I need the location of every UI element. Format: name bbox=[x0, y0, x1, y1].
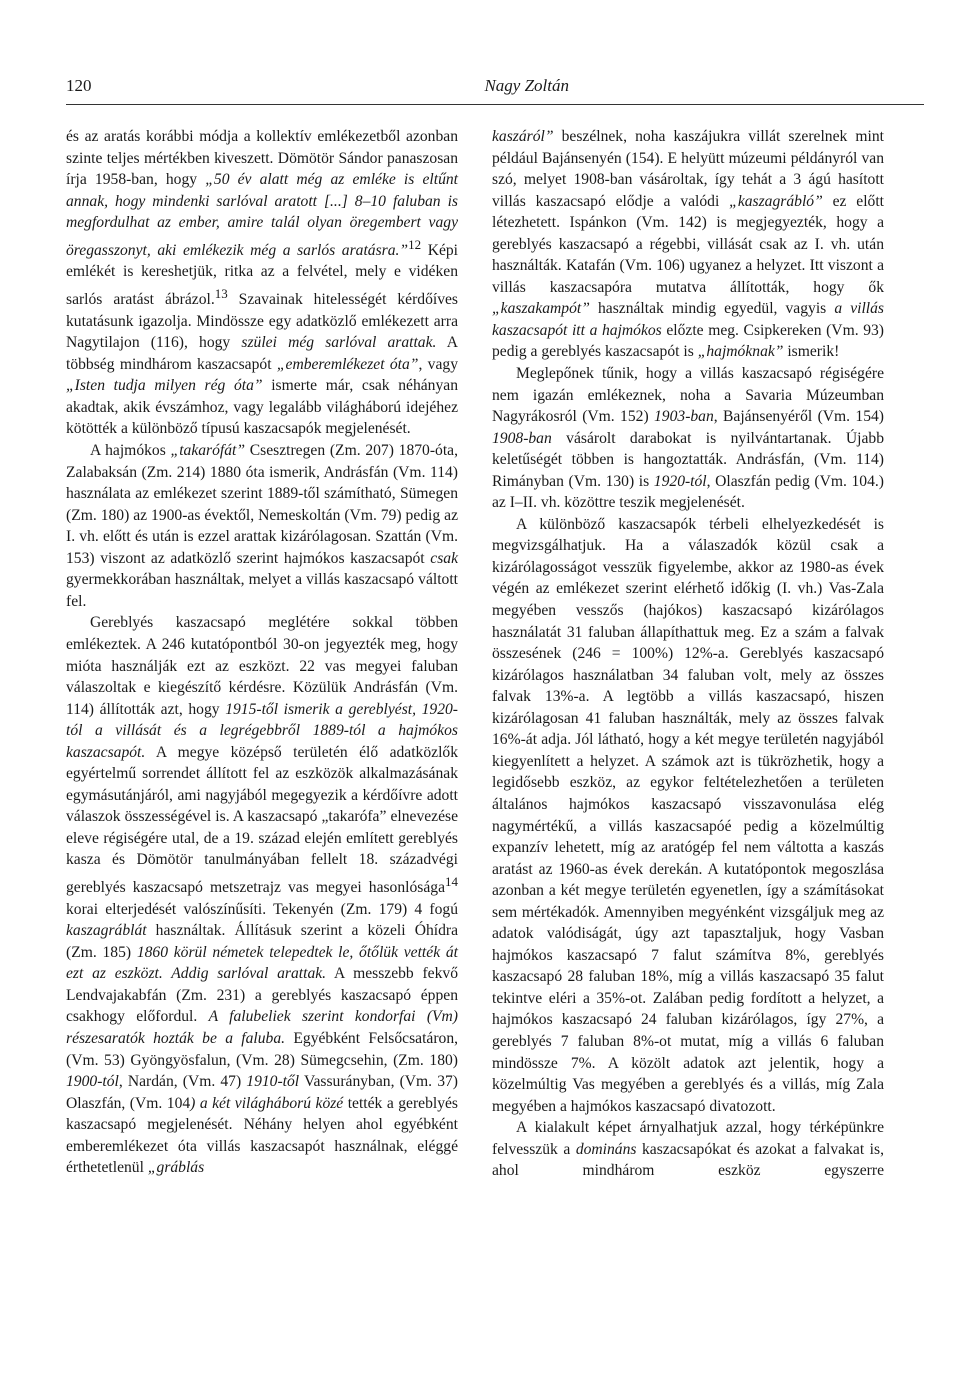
paragraph: A különböző kaszacsapók térbeli elhelyezkedését is megvizsgálhatjuk. Ha a válaszadók közül csak a kizárólagosságot vesszük figyelembe, akkor az 1980-as évek végén az emlékezet szerint elérhető időkig (I. vh.) Vas-Zala megyében vesszős (hajókos) kaszacsapó kizárólagos használatát 31 faluban állapíthattuk meg. Ez a szám a falvak összesének (246 = 100%) 12%-a. Gereblyés kaszacsapó kizárólagos használatban 34 faluban volt, mely az összes falvak 13%-a. A legtöbb a villás kaszacsapó, hiszen kizárólagosan 41 faluban használták, mely az összes falvak 16%-át adja. Jól látható, hogy a két megye területén nagyjából kiegyenlített a helyzet. A számok azt is tükrözhetik, hogy a legidősebb eszköz, az egykor feltételezhetően a területen általános hajmókos kaszacsapó visszavonulása elég nagymértékű, a villás kaszacsapóé pedig a közelmúltig expanzív lehetett, míg az aratógép fel nem váltotta a kaszás aratást az 1960-as évek derekán. A kutatópontok megoszlása azonban a két megye területén egyenetlen, így a számításokat sem mértékadók. Amennyiben megyénként vizsgáljuk meg az adatok valódiságát, úgy azt tapasztaljuk, hogy Vasban hajmókos kaszacsapó 7 falut számítva 8%, gereblyés kaszacsapó 28 faluban 18%, míg a villás kaszacsapó 35 falut tekintve eléri a 35%-ot. Zalában pedig fordított a helyzet, a hajmókos kaszacsapó 24 faluban kizárólagos, így 27%, a gereblyés 7 faluban 8%-ot mutat, míg a villás 6 faluban mindössze 7%. A közölt adatok azt jelentik, hogy a közelmúltig Vas megyében a gereblyés és a villás, míg Zala megyében a hajmókos kaszacsapó divatozott. bbox=[492, 515, 884, 1115]
header-rule bbox=[66, 104, 924, 105]
left-text-column bbox=[66, 126, 458, 1179]
paragraph: kaszáról” beszélnek, noha kaszájukra villát szerelnek mint például Bajánsenyén (154). E helyütt múzeumi példányról van szó, melyet 1908-ban vásároltak, így tehát a 3 ágú hasított villás kaszacsapó elődje a valódi „kaszagrábló” ez előtt létezhetett. Ispánkon (Vm. 142) is megjegyezték, hogy a gereblyés kaszacsapó a régebbi, villását csak az I. vh. után használták. Katafán (Vm. 106) ugyanez a helyzet. Itt viszont a villás kaszacsapóra mutatva állították, hogy ők „kaszakampót” használtak mindig egyedül, vagyis a villás kaszacsapót itt a hajmókos előzte meg. Csipkereken (Vm. 93) pedig a gereblyés kaszacsapót is „hajmóknak” ismerik! bbox=[492, 128, 884, 361]
right-text-column bbox=[492, 126, 884, 1182]
author-running-head: Nagy Zoltán bbox=[484, 76, 569, 95]
page-number: 120 bbox=[66, 76, 92, 95]
paragraph: Meglepőnek tűnik, hogy a villás kaszacsapó régiségére nem igazán emlékeznek, noha a Savaria Múzeumban Nagyrákosról (Vm. 152) 1903-ban, Bajánsenyéről (Vm. 154) 1908-ban vásárolt darabokat is nyilvántartanak. Újabb keletűségét többen is hangoztatták. Andrásfán, (Vm. 114) Rimányban (Vm. 130) is 1920-tól, Olaszfán pedig (Vm. 104.) az I–II. vh. közöttre teszik megjelenését. bbox=[492, 365, 884, 512]
paragraph: A kialakult képet árnyalhatjuk azzal, hogy térképünkre felvesszük a domináns kaszacsapókat és azokat a falvakat is, ahol mindhárom eszköz egyszerre bbox=[492, 1119, 884, 1180]
running-header bbox=[66, 64, 924, 98]
paragraph: és az aratás korábbi módja a kollektív emlékezetből azonban szinte teljes mértékben kiveszett. Dömötör Sándor panaszosan írja 1958-ban, hogy „50 év alatt még az emléke is eltűnt annak, hogy mindenki sarlóval aratott [...] 8–10 faluban is megfordulhat az ember, amire talál olyan öregembert vagy öregasszonyt, aki emlékezik még a sarlós aratásra.”$^{12}$ Képi emlékét is kereshetjük, ritka az a felvétel, mely e vidéken sarlós aratást ábrázol.$^{13}$ Szavainak hitelességét kérdőíves kutatásunk igazolja. Mindössze egy adatközlő emlékezett arra Nagytilajon (116), hogy szülei még sarlóval arattak. A többség mindhárom kaszacsapót „emberemlékezet óta”, vagy „Isten tudja milyen rég óta” ismerte már, csak néhányan akadtak, akik évszámhoz, vagy legalább világháború idejéhez kötötték a különböző típusú kaszacsapók megjelenését. bbox=[66, 128, 459, 438]
paragraph: A hajmókos „takarófát” Csesztregen (Zm. 207) 1870-óta, Zalabaksán (Zm. 214) 1880 óta ismerik, Andrásfán (Vm. 114) használata az emlékezet szerint 1889-től számítható, Sümegen (Zm. 180) az 1900-as évektől, Nemeskoltán (Vm. 79) pedig az I. vh. előtt és után is ezzel arattak kizárólagosan. Szattán (Vm. 153) viszont az adatközlő szerint hajmókos kaszacsapót csak gyermekkorában használtak, melyet a villás kaszacsapó váltott fel. bbox=[66, 442, 458, 610]
paragraph: Gereblyés kaszacsapó meglétére sokkal többen emlékeztek. A 246 kutatópontból 30-on jegyezték meg, hogy mióta használják ezt az eszközt. 22 vas megyei faluban válaszoltak e kiegészítő kérdésre. Közülük Andrásfán (Vm. 114) állították azt, hogy 1915-től ismerik a gereblyést, 1920-tól a villását és a legrégebbről 1889-tól a hajmókos kaszacsapót. A megye középső területén élő adatközlők egyértelmű sorrendet állított fel az eszközök alkalmazásának egymásutánjáról, ami nagyjából megegyezik a kérdőívre adott válaszok összességével is. A kaszacsapó „takarófa” elnevezése eleve régiségére utal, de a 19. század elején említett gereblyés kasza és Dömötör tanulmányában fellelt 18. századvégi gereblyés kaszacsapó metszetrajz vas megyei hasonlósága$^{14}$ korai elterjedését valószínűsíti. Tekenyén (Zm. 179) 4 fogú kaszagráblát használtak. Állításuk szerint a közeli Óhídra (Zm. 185) 1860 körül németek telepedtek le, őtőlük vették át ezt az eszközt. Addig sarlóval arattak. A messzebb fekvő Lendvajakabfán (Zm. 231) a gereblyés kaszacsapó éppen csakhogy előfordul. A falubeliek szerint kondorfai (Vm) részesaratók hozták be a faluba. Egyébként Felsőcsatáron, (Vm. 53) Gyöngyösfalun, (Vm. 28) Sümegcsehin, (Zm. 180) 1900-tól, Nardán, (Vm. 47) 1910-től Vassurányban, (Vm. 37) Olaszfán, (Vm. 104) a két világháború közé tették a gereblyés kaszacsapó megjelenését. Néhány helyen ahol egyébként emberemlékezet óta villás kaszacsapót használnak, eléggé érthetetlenül „gráblás bbox=[66, 614, 459, 1177]
